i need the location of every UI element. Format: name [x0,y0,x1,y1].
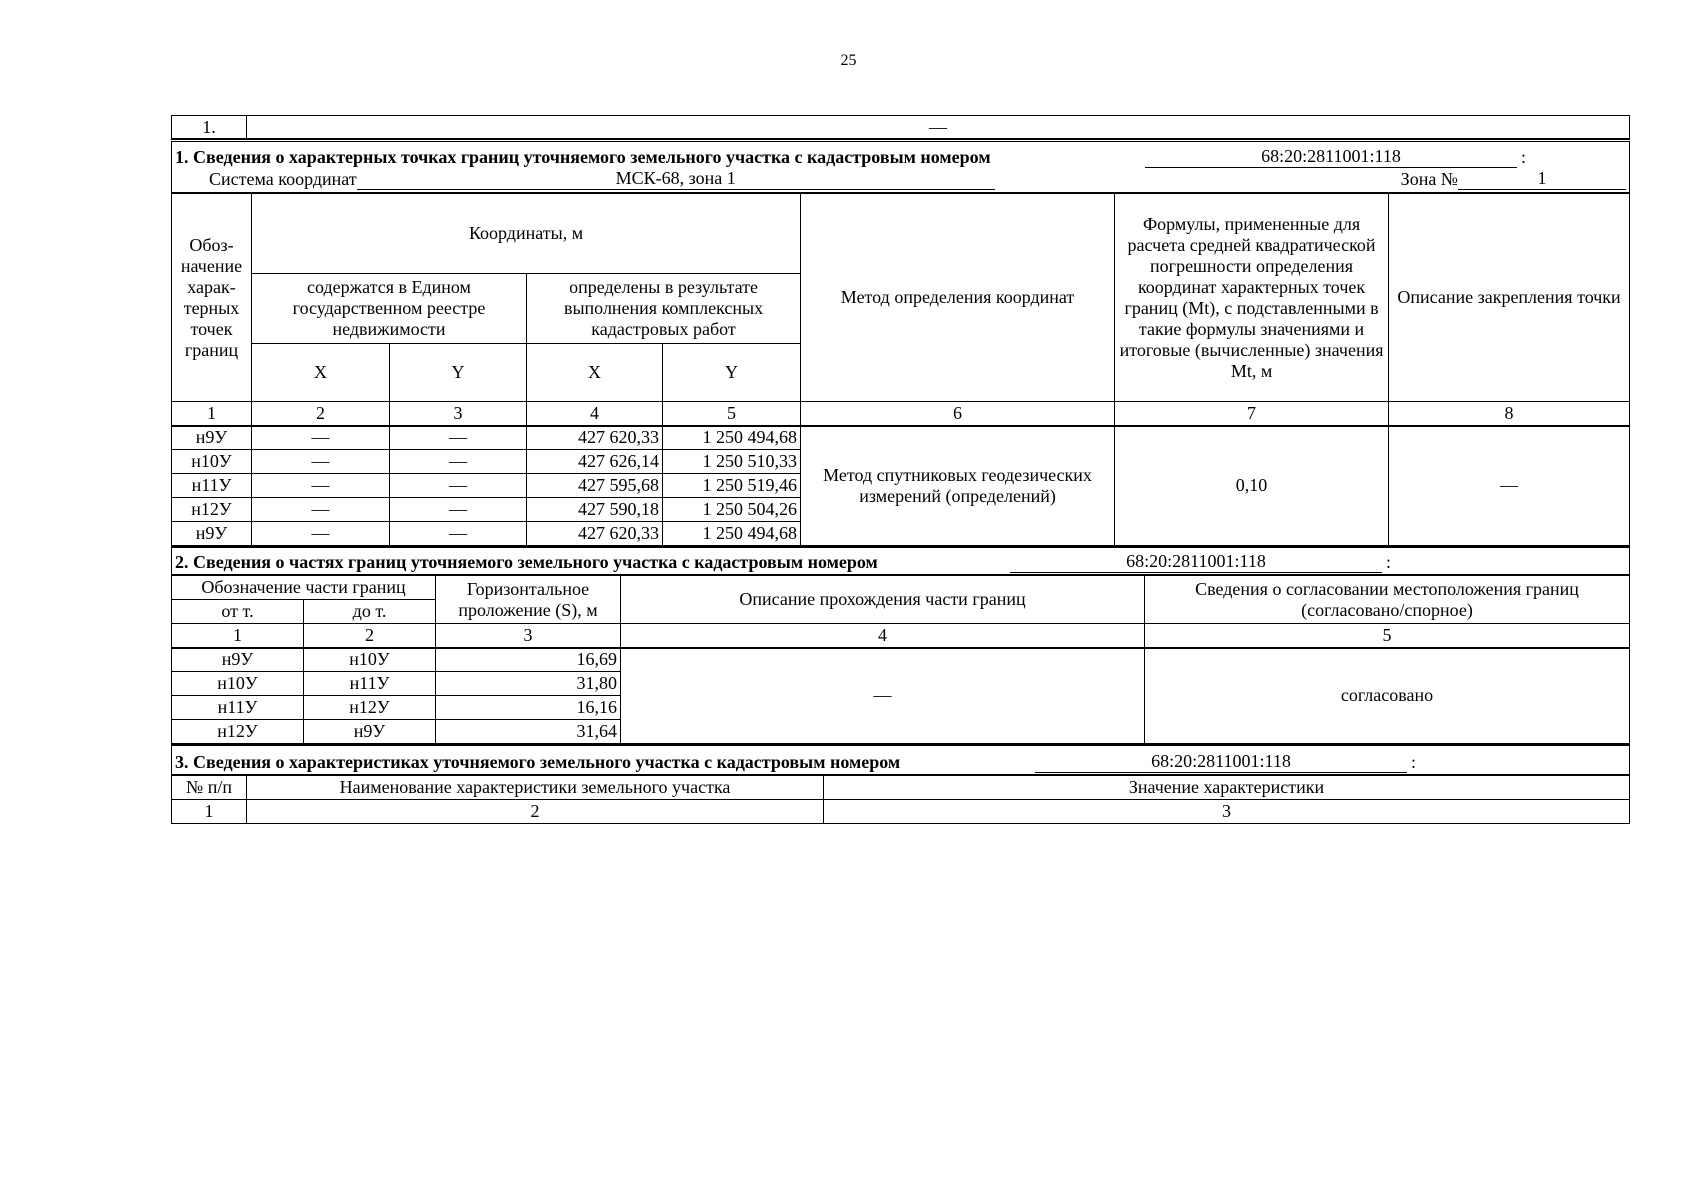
horizontal-distance: 31,64 [436,720,621,744]
agreement-value: согласовано [1145,648,1630,744]
x-complex: 427 620,33 [527,522,663,546]
method-value: Метод спутниковых геодезических измерений (определений) [801,426,1115,546]
x-complex: 427 620,33 [527,426,663,450]
header-egrn: содержатся в Едином государственном реестре недвижимости [252,274,527,344]
col-number: 8 [1389,402,1630,426]
table-row [172,426,1630,450]
to-point: н12У [304,696,436,720]
parts-table [171,575,1630,744]
col-number: 7 [1115,402,1389,426]
coord-system-value: МСК-68, зона 1 [357,168,995,190]
header-formulas: Формулы, примененные для расчета средней квадратической погрешности определения координат характерных точек границ (Mt), с подставленными в такие формулы значениями и итоговые (вычисленные) значения Mt, м [1115,194,1389,402]
point-designation: н10У [172,450,252,474]
mt-value: 0,10 [1115,426,1389,546]
header-y-complex: Y [663,344,801,402]
section2-colon: : [1386,552,1392,572]
x-complex: 427 626,14 [527,450,663,474]
col-number: 2 [252,402,390,426]
section3-title: 3. Сведения о характеристиках уточняемого земельного участка с кадастровым номером [175,752,901,772]
part-description-value: — [621,648,1145,744]
col-number: 5 [663,402,801,426]
x-egrn: — [252,474,390,498]
horizontal-distance: 31,80 [436,672,621,696]
from-point: н10У [172,672,304,696]
header-to-point: до т. [304,600,436,624]
header-from-point: от т. [172,600,304,624]
x-egrn: — [252,426,390,450]
col-number: 3 [824,800,1630,824]
header-coordinates: Координаты, м [252,194,801,274]
zone-value: 1 [1458,168,1626,190]
top-row-value: — [247,116,1630,139]
from-point: н9У [172,648,304,672]
col-number: 1 [172,624,304,648]
top-row-number: 1. [172,116,247,139]
to-point: н11У [304,672,436,696]
x-complex: 427 590,18 [527,498,663,522]
header-agreement: Сведения о согласовании местоположения границ (согласовано/спорное) [1145,576,1630,624]
section1-cadastral-number: 68:20:2811001:118 [1145,146,1517,168]
top-row-table [171,115,1630,139]
points-table [171,193,1630,546]
point-designation: н12У [172,498,252,522]
y-complex: 1 250 519,46 [663,474,801,498]
col-number: 4 [527,402,663,426]
horizontal-distance: 16,16 [436,696,621,720]
col-number: 1 [172,402,252,426]
section1-header [171,139,1630,193]
y-egrn: — [390,498,527,522]
header-characteristic-name: Наименование характеристики земельного участка [247,776,824,800]
x-egrn: — [252,498,390,522]
header-x-complex: X [527,344,663,402]
y-egrn: — [390,450,527,474]
page-number: 25 [840,52,857,69]
coord-system-label: Система координат [209,169,357,189]
table-row [172,648,1630,672]
point-designation: н9У [172,522,252,546]
cadastral-document [171,115,1630,824]
section1-colon: : [1521,147,1527,167]
header-y-egrn: Y [390,344,527,402]
header-part-description: Описание прохождения части границ [621,576,1145,624]
to-point: н10У [304,648,436,672]
y-complex: 1 250 494,68 [663,426,801,450]
y-egrn: — [390,474,527,498]
from-point: н12У [172,720,304,744]
horizontal-distance: 16,69 [436,648,621,672]
x-egrn: — [252,522,390,546]
section2-title: 2. Сведения о частях границ уточняемого земельного участка с кадастровым номером [175,552,878,572]
header-part-designation: Обозначение части границ [172,576,436,600]
header-fixing: Описание закрепления точки [1389,194,1630,402]
y-complex: 1 250 504,26 [663,498,801,522]
col-number: 5 [1145,624,1630,648]
col-number: 3 [390,402,527,426]
y-complex: 1 250 494,68 [663,522,801,546]
col-number: 1 [172,800,247,824]
characteristics-table [171,775,1630,824]
header-row-number: № п/п [172,776,247,800]
header-characteristic-value: Значение характеристики [824,776,1630,800]
col-number: 2 [304,624,436,648]
section3-colon: : [1411,752,1417,772]
y-complex: 1 250 510,33 [663,450,801,474]
point-designation: н9У [172,426,252,450]
section3-cadastral-number: 68:20:2811001:118 [1035,751,1407,773]
header-designation: Обоз-начение харак-терных точек границ [172,194,252,402]
section2-header [171,546,1630,575]
header-x-egrn: X [252,344,390,402]
header-method: Метод определения координат [801,194,1115,402]
section1-title: 1. Сведения о характерных точках границ уточняемого земельного участка с кадастровым номером [175,147,991,167]
col-number: 3 [436,624,621,648]
x-egrn: — [252,450,390,474]
zone-label: Зона № [1400,169,1458,189]
header-horizontal: Горизонтальное проложение (S), м [436,576,621,624]
col-number: 4 [621,624,1145,648]
to-point: н9У [304,720,436,744]
section2-cadastral-number: 68:20:2811001:118 [1010,551,1382,573]
header-complex-works: определены в результате выполнения комплексных кадастровых работ [527,274,801,344]
y-egrn: — [390,426,527,450]
point-designation: н11У [172,474,252,498]
fixing-value: — [1389,426,1630,546]
section3-header [171,744,1630,775]
from-point: н11У [172,696,304,720]
col-number: 2 [247,800,824,824]
y-egrn: — [390,522,527,546]
col-number: 6 [801,402,1115,426]
x-complex: 427 595,68 [527,474,663,498]
